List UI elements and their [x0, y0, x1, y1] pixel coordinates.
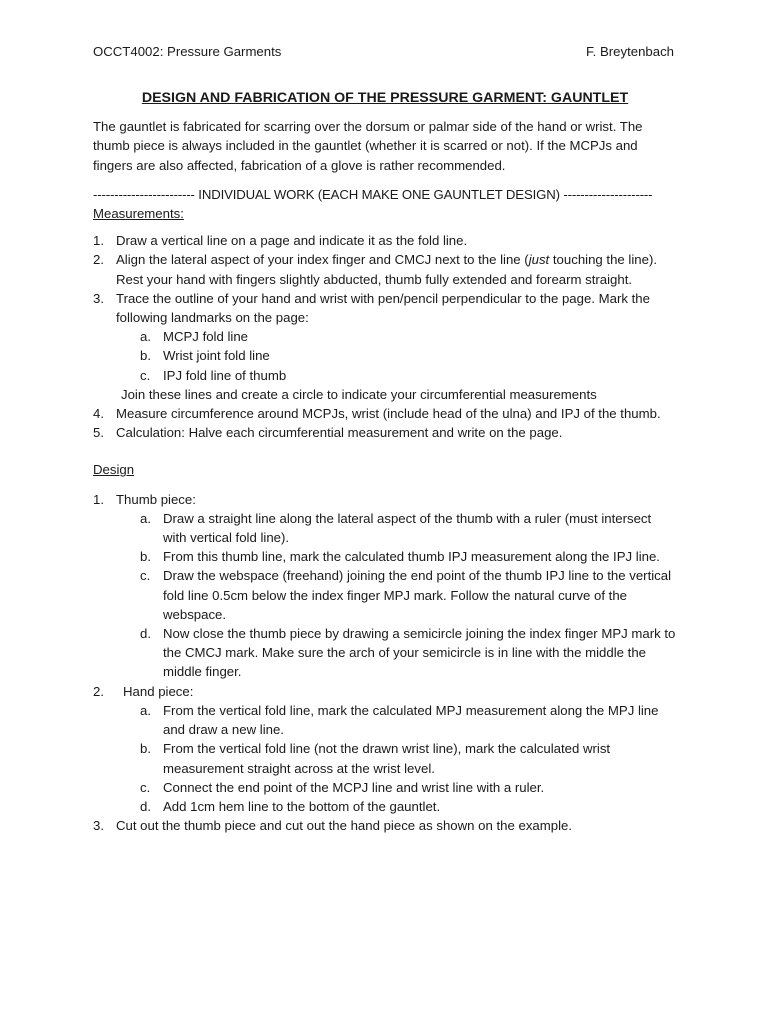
- measurements-list-continued: [93, 404, 677, 442]
- landmark-sublist: [116, 327, 677, 385]
- sublist-item: b. From this thumb line, mark the calculated thumb IPJ measurement along the IPJ line.: [140, 549, 660, 565]
- author-name: F. Breytenbach: [586, 44, 674, 59]
- emphasis-text: just: [528, 252, 550, 268]
- intro-paragraph: The gauntlet is fabricated for scarring over the dorsum or palmar side of the hand or wrist. The thumb piece is always included in the gauntlet (whether it is scarred or not). If the MCPJs and fingers are also affected, fabrication of a glove is rather recommended.: [93, 119, 643, 173]
- sublist-item: a. MCPJ fold line: [140, 329, 249, 345]
- join-note: Join these lines and create a circle to indicate your circumferential measurements: [121, 386, 597, 402]
- sublist-item: c. IPJ fold line of thumb: [140, 367, 287, 383]
- measurements-list: [93, 231, 677, 385]
- sublist-item: d. Add 1cm hem line to the bottom of the gauntlet.: [140, 798, 441, 814]
- list-item: 2. Hand piece: a. From the vertical fold line, mark the calculated MPJ measurement along the MPJ line and draw a new line. b. From the vertical fold line (not the drawn wrist line), mark the calculated wrist measurement straight across at the wrist level. c. Connect the end point of the MCPJ line and wrist line with a ruler. d. Add 1cm hem line to the bottom of the gauntlet.: [93, 682, 677, 816]
- document-title: DESIGN AND FABRICATION OF THE PRESSURE GARMENT: GAUNTLET: [141, 90, 629, 106]
- course-code: OCCT4002: Pressure Garments: [93, 44, 282, 59]
- design-list: [93, 490, 677, 836]
- sublist-item: a. Draw a straight line along the lateral aspect of the thumb with a ruler (must intersect with vertical fold line).: [140, 510, 652, 546]
- sublist-item: b. Wrist joint fold line: [140, 348, 270, 364]
- sublist-item: a. From the vertical fold line, mark the calculated MPJ measurement along the MPJ line and draw a new line.: [140, 702, 659, 738]
- sublist-item: d. Now close the thumb piece by drawing a semicircle joining the index finger MPJ mark to the CMCJ mark. Make sure the arch of your semicircle is in line with the middle the middle finger.: [140, 626, 676, 680]
- list-item: 1. Thumb piece: a. Draw a straight line along the lateral aspect of the thumb with a ruler (must intersect with vertical fold line). b. From this thumb line, mark the calculated thumb IPJ measurement along the IPJ line. c. Draw the webspace (freehand) joining the end point of the thumb IPJ line to the vertical fold line 0.5cm below the index finger MPJ mark. Follow the natural curve of the webspace. d. Now close the thumb piece by drawing a semicircle joining the index finger MPJ mark to the CMCJ mark. Make sure the arch of your semicircle is in line with the middle the middle finger.: [93, 490, 677, 682]
- list-item: 5. Calculation: Halve each circumferential measurement and write on the page.: [93, 425, 563, 441]
- document-body: [93, 89, 677, 835]
- design-heading: Design: [93, 462, 135, 478]
- list-item: 4. Measure circumference around MCPJs, wrist (include head of the ulna) and IPJ of the thumb.: [93, 406, 661, 422]
- list-item: 2. Align the lateral aspect of your index finger and CMCJ next to the line (just touching the line). Rest your hand with fingers slightly abducted, thumb fully extended and forearm straight.: [93, 252, 658, 287]
- page-header: [93, 42, 674, 61]
- measurements-heading: Measurements:: [93, 206, 184, 222]
- sublist-item: b. From the vertical fold line (not the drawn wrist line), mark the calculated wrist measurement straight across at the wrist level.: [140, 741, 611, 776]
- sublist-item: c. Draw the webspace (freehand) joining the end point of the thumb IPJ line to the vertical fold line 0.5cm below the index finger MPJ mark. Follow the natural curve of the webspace.: [140, 568, 672, 622]
- list-item: 3. Cut out the thumb piece and cut out the hand piece as shown on the example.: [93, 818, 573, 834]
- list-item: 3. Trace the outline of your hand and wrist with pen/pencil perpendicular to the page. Mark the following landmarks on the page: a. MCPJ fold line b. Wrist joint fold line c. IPJ fold line of thumb: [93, 289, 677, 385]
- hand-piece-sublist: [116, 701, 677, 816]
- list-item: 1. Draw a vertical line on a page and indicate it as the fold line.: [93, 233, 468, 249]
- section-divider: ------------------------ INDIVIDUAL WORK (EACH MAKE ONE GAUNTLET DESIGN) ---------------------: [93, 186, 653, 202]
- sublist-item: c. Connect the end point of the MCPJ line and wrist line with a ruler.: [140, 779, 545, 795]
- thumb-piece-sublist: [116, 509, 677, 682]
